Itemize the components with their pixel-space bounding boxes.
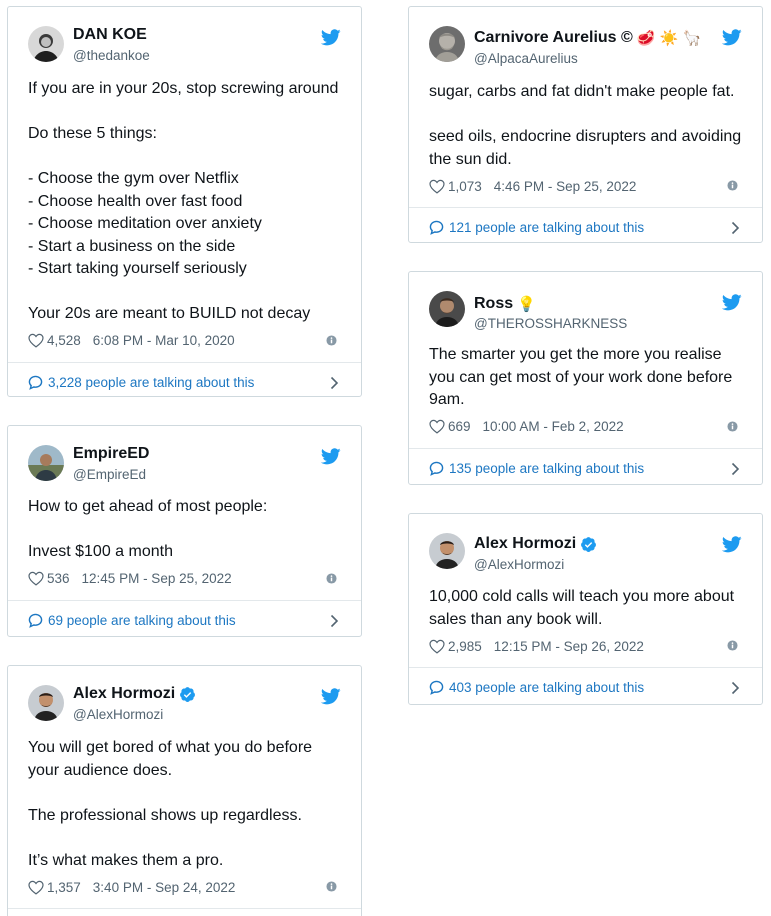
tweet-line: 9am. [429, 391, 465, 408]
verified-badge-icon [580, 536, 597, 553]
tweet-text [8, 67, 361, 326]
avatar[interactable] [28, 445, 64, 481]
avatar[interactable] [429, 291, 465, 327]
talking-count[interactable]: 403 people are talking about this [449, 680, 645, 695]
like-count[interactable]: 536 [47, 571, 70, 586]
timestamp[interactable]: 4:46 PM - Sep 25, 2022 [493, 178, 637, 194]
tweet-text [409, 67, 762, 171]
info-icon[interactable] [727, 421, 738, 432]
tweet-text [409, 574, 762, 631]
tweet-text [8, 726, 361, 872]
tweet-header [409, 7, 762, 67]
info-icon[interactable] [326, 573, 337, 584]
author-handle[interactable]: @AlexHormozi [73, 707, 164, 722]
tweet-line: If you are in your 20s, stop screwing around [28, 80, 339, 97]
tweet-line: you can get most of your work done before [429, 368, 733, 386]
twitter-bird-icon[interactable] [321, 29, 341, 46]
info-icon[interactable] [326, 335, 337, 346]
talking-link[interactable] [8, 362, 361, 398]
tweet-line: 10,000 cold calls will teach you more about [429, 588, 735, 605]
tweet-line: The professional shows up regardless. [28, 806, 302, 824]
talking-link[interactable] [409, 667, 762, 705]
talking-count[interactable]: 121 people are talking about this [449, 220, 645, 235]
author-name[interactable]: DAN KOE [73, 26, 147, 43]
tweet-meta [409, 171, 762, 197]
talking-count[interactable]: 135 people are talking about this [449, 460, 645, 476]
tweet-line: The smarter you get the more you realise [429, 346, 722, 363]
author-name[interactable]: Alex Hormozi [73, 685, 196, 703]
timestamp[interactable]: 12:15 PM - Sep 26, 2022 [493, 638, 644, 654]
twitter-bird-icon[interactable] [722, 29, 742, 46]
like-count[interactable]: 4,528 [47, 333, 81, 348]
tweet-meta [409, 631, 762, 657]
twitter-bird-icon[interactable] [722, 536, 742, 553]
speech-bubble-icon [28, 375, 43, 390]
author-handle[interactable]: @AlexHormozi [474, 557, 565, 572]
talking-link[interactable] [8, 908, 361, 916]
tweet-line: - Start taking yourself seriously [28, 260, 247, 277]
speech-bubble-icon [429, 461, 444, 476]
tweet-card-empireed[interactable] [7, 425, 362, 637]
chevron-right-icon[interactable] [330, 376, 339, 390]
name-emoji: 🥩 ☀️ 🦙 [636, 30, 702, 47]
talking-count[interactable]: 69 people are talking about this [48, 612, 236, 628]
tweet-line: seed oils, endocrine disrupters and avoiding [429, 128, 742, 145]
talking-link[interactable] [409, 207, 762, 243]
info-icon[interactable] [727, 640, 738, 651]
name-emoji: 💡 [517, 296, 536, 313]
heart-icon[interactable] [429, 179, 445, 194]
like-count[interactable]: 2,985 [448, 638, 482, 654]
avatar[interactable] [28, 685, 64, 721]
like-count[interactable]: 1,357 [47, 879, 81, 895]
author-handle[interactable]: @thedankoe [73, 48, 150, 63]
author-handle[interactable]: @EmpireEd [73, 467, 146, 482]
heart-icon[interactable] [28, 333, 44, 348]
tweet-line: Invest $100 a month [28, 543, 173, 560]
tweet-line: - Choose the gym over Netflix [28, 170, 239, 187]
talking-link[interactable] [409, 448, 762, 486]
heart-icon[interactable] [429, 419, 445, 434]
timestamp[interactable]: 3:40 PM - Sep 24, 2022 [92, 879, 236, 895]
speech-bubble-icon [28, 613, 43, 628]
tweet-line: How to get ahead of most people: [28, 498, 268, 515]
avatar[interactable] [429, 533, 465, 569]
tweet-card-dankoe[interactable] [7, 6, 362, 397]
author-handle[interactable]: @AlpacaAurelius [474, 51, 578, 66]
timestamp[interactable]: 6:08 PM - Mar 10, 2020 [92, 333, 235, 348]
chevron-right-icon[interactable] [731, 221, 740, 235]
tweet-header [409, 514, 762, 574]
speech-bubble-icon [429, 680, 444, 695]
tweet-line: sugar, carbs and fat didn't make people fat. [429, 83, 735, 100]
speech-bubble-icon [429, 220, 444, 235]
tweet-card-ross[interactable] [408, 271, 763, 485]
author-name[interactable]: Carnivore Aurelius © 🥩 ☀️ 🦙 [474, 29, 702, 47]
heart-icon[interactable] [28, 880, 44, 895]
twitter-bird-icon[interactable] [321, 688, 341, 705]
timestamp[interactable]: 10:00 AM - Feb 2, 2022 [482, 419, 624, 434]
talking-link[interactable] [8, 600, 361, 638]
timestamp[interactable]: 12:45 PM - Sep 25, 2022 [81, 571, 232, 586]
chevron-right-icon[interactable] [731, 681, 740, 695]
tweet-line: Do these 5 things: [28, 125, 157, 142]
heart-icon[interactable] [28, 571, 44, 586]
tweet-header [8, 426, 361, 486]
twitter-bird-icon[interactable] [321, 448, 341, 465]
tweet-meta [8, 872, 361, 898]
heart-icon[interactable] [429, 639, 445, 654]
talking-count[interactable]: 3,228 people are talking about this [48, 374, 255, 390]
chevron-right-icon[interactable] [731, 462, 740, 476]
author-handle[interactable]: @THEROSSHARKNESS [474, 316, 628, 331]
tweet-line: - Choose meditation over anxiety [28, 215, 262, 232]
tweet-meta [8, 326, 361, 352]
chevron-right-icon[interactable] [330, 614, 339, 628]
tweet-text [409, 332, 762, 412]
avatar[interactable] [429, 26, 465, 62]
tweet-meta [8, 564, 361, 590]
tweet-meta [409, 412, 762, 438]
tweet-card-hormozi-2[interactable] [408, 513, 763, 705]
twitter-bird-icon[interactable] [722, 294, 742, 311]
tweet-line: the sun did. [429, 150, 512, 168]
author-name[interactable]: Alex Hormozi [474, 535, 597, 553]
tweet-card-carnivore-aurelius[interactable] [408, 6, 763, 243]
tweet-line: It’s what makes them a pro. [28, 851, 224, 869]
avatar[interactable] [28, 26, 64, 62]
info-icon[interactable] [326, 881, 337, 892]
tweet-line: - Start a business on the side [28, 237, 236, 255]
tweet-line: You will get bored of what you do before [28, 739, 313, 756]
tweet-header [409, 272, 762, 332]
verified-badge-icon [179, 686, 196, 703]
tweet-card-hormozi-1[interactable] [7, 665, 362, 916]
info-icon[interactable] [727, 180, 738, 191]
tweet-line: your audience does. [28, 761, 173, 779]
tweet-text [8, 486, 361, 564]
tweet-line: sales than any book will. [429, 610, 603, 628]
tweet-line: - Choose health over fast food [28, 192, 243, 210]
author-name[interactable]: EmpireED [73, 445, 150, 462]
like-count[interactable]: 1,073 [448, 178, 482, 194]
author-name[interactable]: Ross 💡 [474, 295, 536, 313]
like-count[interactable]: 669 [448, 419, 471, 434]
tweet-header [8, 666, 361, 726]
tweet-line: Your 20s are meant to BUILD not decay [28, 305, 311, 322]
tweet-header [8, 7, 361, 67]
